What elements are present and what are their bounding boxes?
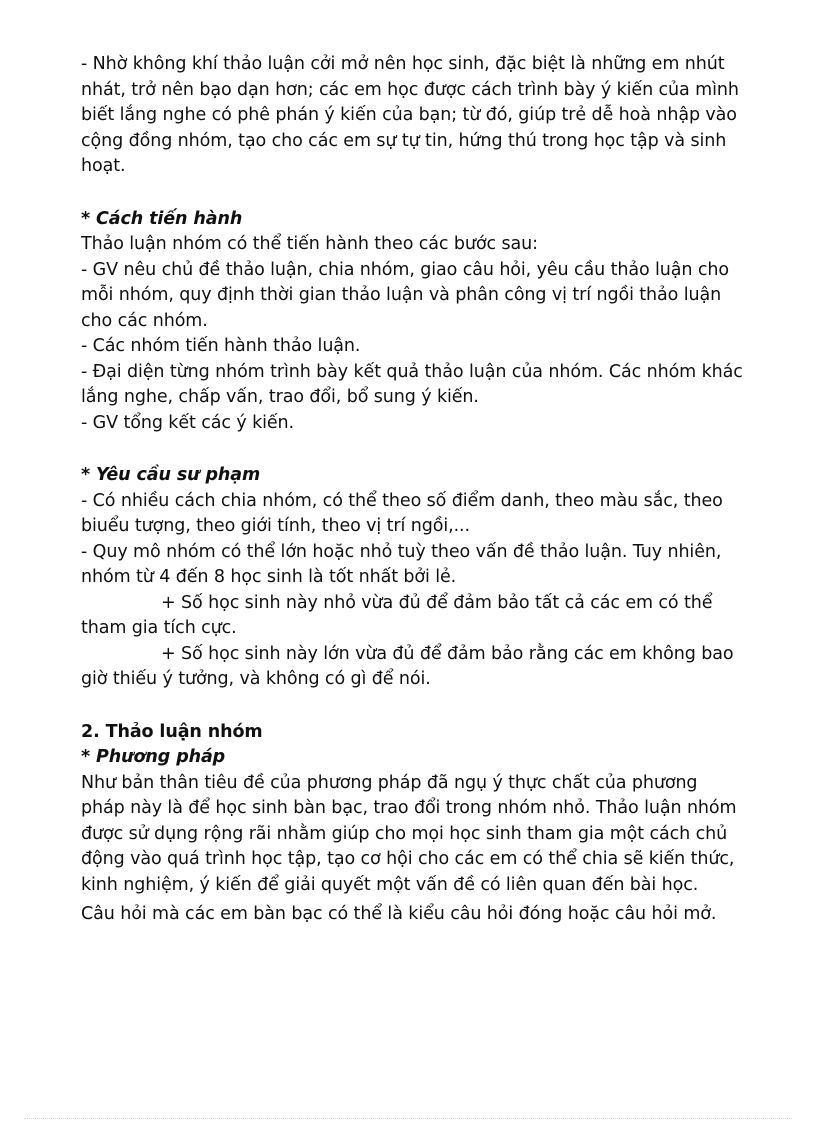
spacer bbox=[81, 436, 746, 463]
document-page bbox=[81, 52, 746, 928]
question-paragraph: Câu hỏi mà các em bàn bạc có thể là kiểu câu hỏi đóng hoặc câu hỏi mở. bbox=[81, 904, 717, 924]
step-item: - GV tổng kết các ý kiến. bbox=[81, 412, 294, 433]
requirement-sub-item: + Số học sinh này nhỏ vừa đủ để đảm bảo tất cả các em có thể tham gia tích cực. bbox=[81, 592, 713, 638]
page-bottom-rule bbox=[24, 1118, 792, 1119]
intro-paragraph: - Nhờ không khí thảo luận cởi mở nên học sinh, đặc biệt là những em nhút nhát, trở nên bạo dạn hơn; các em học được cách trình bày ý kiến của mình biết lắng nghe có phê phán ý kiến của bạn; từ đó, giúp trẻ dễ hoà nhập vào cộng đồng nhóm, tạo cho các em sự tự tin, hứng thú trong học tập và sinh hoạt. bbox=[81, 54, 739, 176]
requirement-item: - Quy mô nhóm có thể lớn hoặc nhỏ tuỳ theo vấn đề thảo luận. Tuy nhiên, nhóm từ 4 đến 8 học sinh là tốt nhất bởi lẻ. bbox=[81, 541, 722, 587]
heading-yeu-cau-su-pham: * Yêu cầu sư phạm bbox=[81, 465, 261, 485]
step-item: - Đại diện từng nhóm trình bày kết quả thảo luận của nhóm. Các nhóm khác lắng nghe, chấp vấn, trao đổi, bổ sung ý kiến. bbox=[81, 361, 743, 407]
step-item: - Các nhóm tiến hành thảo luận. bbox=[81, 336, 361, 356]
requirement-item: - Có nhiều cách chia nhóm, có thể theo số điểm danh, theo màu sắc, theo biuểu tượng, theo giới tính, theo vị trí ngồi,... bbox=[81, 490, 723, 536]
requirement-sub-item: + Số học sinh này lớn vừa đủ để đảm bảo rằng các em không bao giờ thiếu ý tưởng, và không có gì để nói. bbox=[81, 643, 734, 689]
spacer bbox=[81, 693, 746, 720]
heading-cach-tien-hanh: * Cách tiến hành bbox=[81, 208, 243, 229]
steps-intro: Thảo luận nhóm có thể tiến hành theo các bước sau: bbox=[81, 234, 538, 254]
spacer bbox=[81, 180, 746, 207]
section-2-title: 2. Thảo luận nhóm bbox=[81, 721, 263, 742]
step-item: - GV nêu chủ đề thảo luận, chia nhóm, giao câu hỏi, yêu cầu thảo luận cho mỗi nhóm, quy định thời gian thảo luận và phân công vị trí ngồi thảo luận cho các nhóm. bbox=[81, 259, 729, 331]
heading-phuong-phap: * Phương pháp bbox=[81, 747, 226, 767]
method-paragraph: Như bản thân tiêu đề của phương pháp đã ngụ ý thực chất của phương pháp này là để học sinh bàn bạc, trao đổi trong nhóm nhỏ. Thảo luận nhóm được sử dụng rộng rãi nhằm giúp cho mọi học sinh tham gia một cách chủ động vào quá trình học tập, tạo cơ hội cho các em có thể chia sẽ kiến thức, kinh nghiệm, ý kiến để giải quyết một vấn đề có liên quan đến bài học. bbox=[81, 772, 737, 895]
